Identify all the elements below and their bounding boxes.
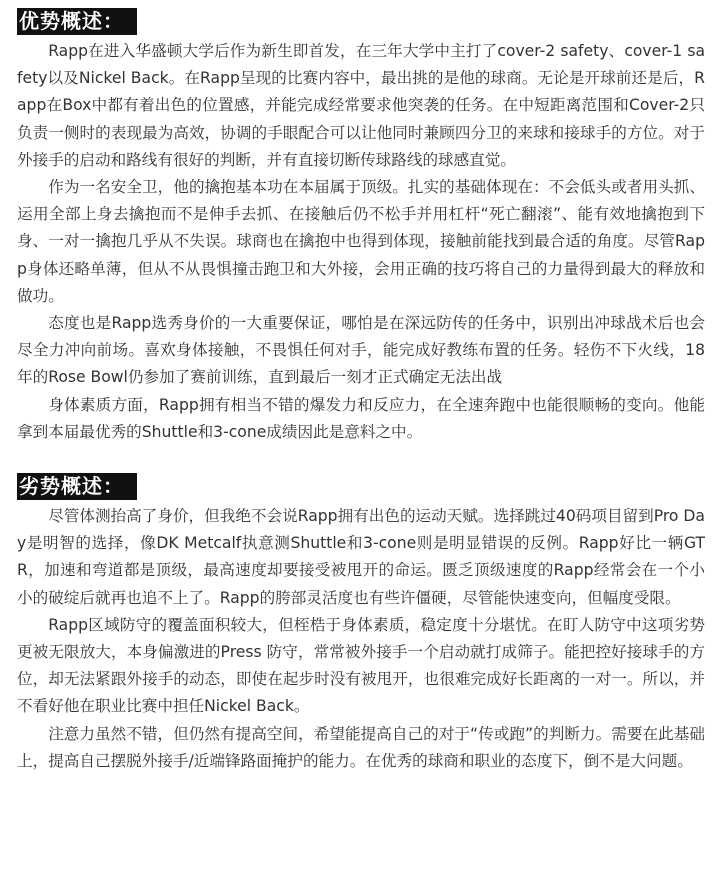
weaknesses-paragraph-3: 注意力虽然不错，但仍然有提高空间，希望能提高自己的对于“传或跑”的判断力。需要在此基础上，提高自己摆脱外接手/近端锋路面掩护的能力。在优秀的球商和职业的态度下，倒不是大问题。 xyxy=(17,724,705,770)
weaknesses-heading: 劣势概述： xyxy=(17,473,137,500)
weaknesses-paragraph-2: Rapp区域防守的覆盖面积较大，但桎梏于身体素质，稳定度十分堪忧。在盯人防守中这项劣势更被无限放大，本身偏激进的Press 防守，常常被外接手一个启动就打成筛子。能把控好接球手的方位，却无法紧跟外接手的动态，即使在起步时没有被甩开，也很难完成好长距离的一对一。所以，并不看好他在职业比赛中担任Nickel Back。 xyxy=(17,615,705,716)
strengths-paragraph-2: 作为一名安全卫，他的擒抱基本功在本届属于顶级。扎实的基础体现在：不会低头或者用头抓、运用全部上身去擒抱而不是伸手去抓、在接触后仍不松手并用杠杆“死亡翻滚”、能有效地擒抱到下身、一对一擒抱几乎从不失误。球商也在擒抱中也得到体现，接触前能找到最合适的角度。尽管Rapp身体还略单薄，但从不从畏惧撞击跑卫和大外接，会用正确的技巧将自己的力量得到最大的释放和做功。 xyxy=(17,178,705,305)
strengths-heading: 优势概述： xyxy=(17,8,137,35)
weaknesses-paragraph-1: 尽管体测抬高了身价，但我绝不会说Rapp拥有出色的运动天赋。选择跳过40码项目留到Pro Day是明智的选择，像DK Metcalf执意测Shuttle和3-cone则是明显错误的反例。Rapp好比一辆GTR，加速和弯道都是顶级，最高速度却要接受被甩开的命运。匮乏顶级速度的Rapp经常会在一个小小的破绽后就再也追不上了。Rapp的胯部灵活度也有些许僵硬，尽管能快速变向，但幅度受限。 xyxy=(17,507,705,607)
strengths-paragraph-3: 态度也是Rapp选秀身价的一大重要保证，哪怕是在深远防传的任务中，识别出冲球战术后也会尽全力冲向前场。喜欢身体接触，不畏惧任何对手，能完成好教练布置的任务。轻伤不下火线，18年的Rose Bowl仍参加了赛前训练，直到最后一刻才正式确定无法出战 xyxy=(17,314,705,387)
section-spacer xyxy=(17,446,705,473)
strengths-paragraph-4: 身体素质方面，Rapp拥有相当不错的爆发力和反应力，在全速奔跑中也能很顺畅的变向。他能拿到本届最优秀的Shuttle和3-cone成绩因此是意料之中。 xyxy=(17,395,705,441)
strengths-paragraph-1: Rapp在进入华盛顿大学后作为新生即首发，在三年大学中主打了cover-2 safety、cover-1 safety以及Nickel Back。在Rapp呈现的比赛内容中，最出挑的是他的球商。无论是开球前还是后，Rapp在Box中都有着出色的位置感，并能完成经常要求他突袭的任务。在中短距离范围和Cover-2只负责一侧时的表现最为高效，协调的手眼配合可以让他同时兼顾四分卫的来球和接球手的方位。对于外接手的启动和路线有很好的判断，并有直接切断传球路线的球感直觉。 xyxy=(17,42,705,169)
